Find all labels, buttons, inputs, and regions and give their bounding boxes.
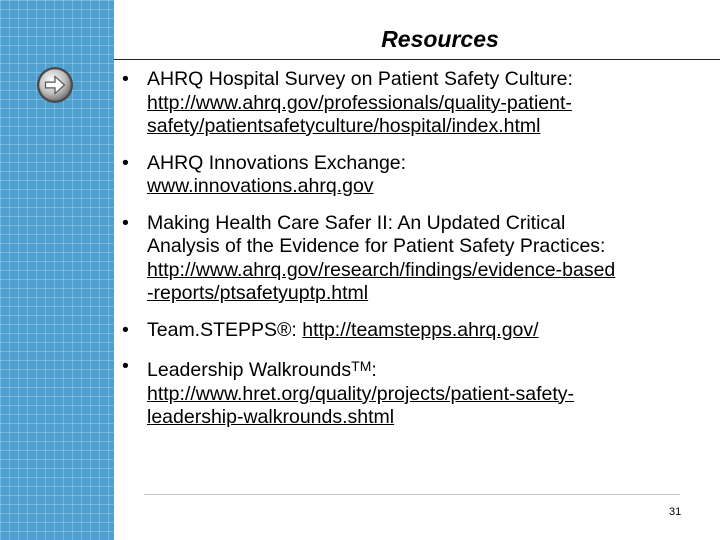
bullet-icon: • (122, 318, 129, 341)
resource-link[interactable]: http://www.ahrq.gov/research/findings/evidence-based (147, 258, 616, 281)
resource-link-continued[interactable]: leadership-walkrounds.shtml (147, 406, 395, 428)
resource-link-continued[interactable]: -reports/ptsafetyuptp.html (147, 282, 369, 304)
resource-link[interactable]: http://www.hret.org/quality/projects/patient-safety- (147, 382, 575, 405)
resource-title: AHRQ Innovations Exchange: (147, 151, 407, 174)
page-title: Resources (381, 26, 499, 52)
resource-title-suffix: : (371, 359, 377, 381)
resource-link[interactable]: http://www.ahrq.gov/professionals/quality-patient- (147, 91, 572, 114)
trademark-mark: TM (351, 358, 372, 374)
resource-title: Team.STEPPS®: (147, 318, 297, 341)
bullet-icon: • (122, 211, 129, 234)
resource-list-container (114, 68, 714, 443)
page-number: 31 (669, 506, 682, 518)
footer-divider (144, 494, 680, 495)
list-item (114, 319, 714, 343)
resource-title-continued: Analysis of the Evidence for Patient Safety Practices: (147, 235, 606, 257)
resource-title: AHRQ Hospital Survey on Patient Safety Culture: (147, 68, 573, 90)
arrow-circle-icon (36, 66, 74, 104)
title-area (114, 0, 720, 60)
resource-title: Making Health Care Safer II: An Updated Critical (147, 211, 566, 234)
resource-link-continued[interactable]: safety/patientsafetyculture/hospital/index.html (147, 115, 541, 137)
resource-link[interactable]: www.innovations.ahrq.gov (147, 175, 374, 197)
resource-title: Leadership Walkrounds (147, 359, 352, 381)
bullet-icon: • (122, 355, 129, 377)
resource-link[interactable]: http://teamstepps.ahrq.gov/ (302, 318, 539, 341)
resource-list (114, 68, 714, 430)
list-item (114, 68, 714, 139)
bullet-icon: • (122, 151, 129, 174)
list-item (114, 152, 714, 199)
list-item (114, 355, 714, 430)
list-item (114, 212, 714, 306)
title-divider (114, 59, 720, 60)
bullet-icon: • (122, 68, 129, 90)
